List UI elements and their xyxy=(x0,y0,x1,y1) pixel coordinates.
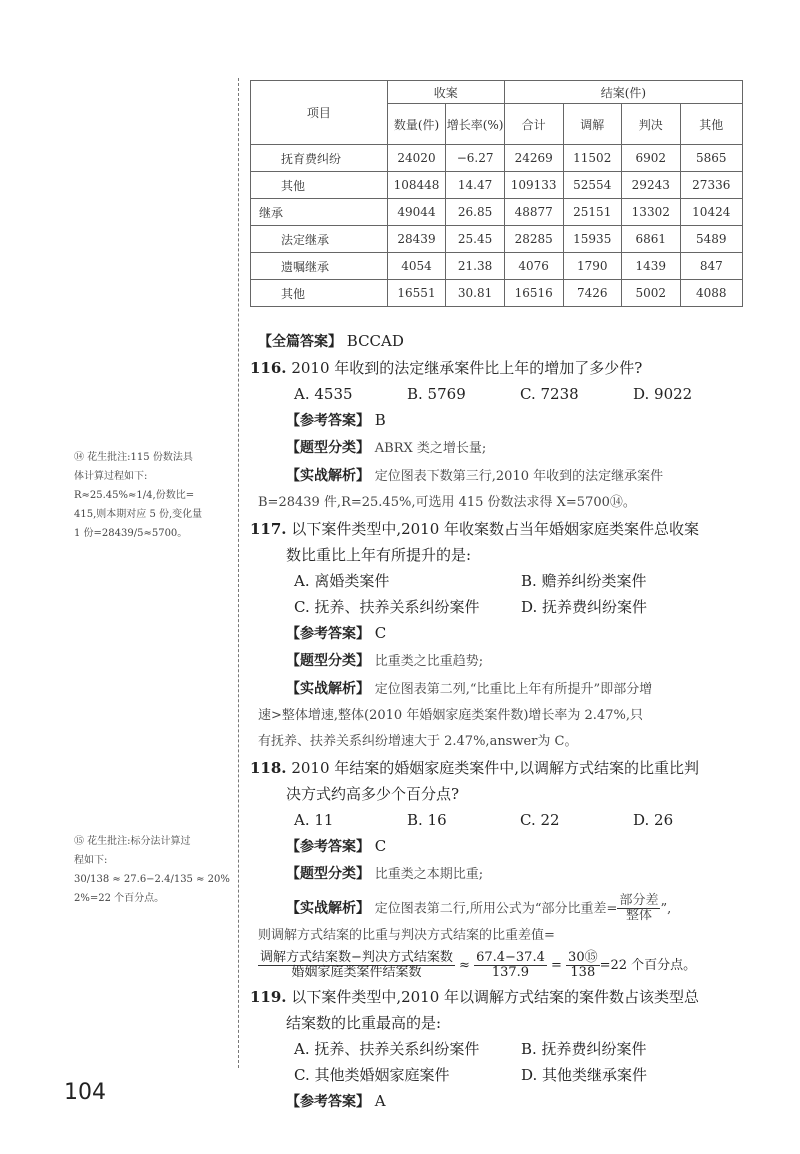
table-cell: 52554 xyxy=(563,172,622,199)
q119-ans: A xyxy=(374,1092,386,1110)
q117-opt-d: D. 抚养费纠纷案件 xyxy=(521,598,648,616)
col-other: 其他 xyxy=(680,104,742,145)
row-label: 法定继承 xyxy=(251,226,388,253)
table-cell: 48877 xyxy=(504,199,563,226)
q116-type-tag: 【题型分类】 xyxy=(286,440,370,456)
q116-num: 116. xyxy=(250,359,287,377)
formula3-numerator: 30⑮ xyxy=(568,950,598,965)
table-cell: 4054 xyxy=(387,253,446,280)
table-row xyxy=(251,280,743,307)
main-text: 【全篇答案】 BCCAD 116. 2010 年收到的法定继承案件比上年的增加了多少件? A. 4535 B. 5769 C. 7238 D. 9022 【参考答案】 B 【题型分类】 ABRX 类之增长量; 【实战解析】 定位图表下数第三行,2010 年收到的法定继承案件 B=28439 件,R=25.45%,可选用 415 份数法求得 X=5700⑭。 117. 以下案件类型中,2010 年收案数占当年婚姻家庭类案件总收案 数比重比上年有所提升的是: A. 离婚类案件 B. 赡养纠纷类案件 C. 抚养、扶养关系纠纷案件 D. 抚养费纠纷案件 【参考答案】 C 【题型分类】 比重类之比重趋势; 【实战解析】 定位图表第二列,“比重比上年有所提升”即部分增 速>整体增速,整体(2010 年婚姻家庭类案件数)增长率为 2.47%,只 有抚养、扶养关系纠纷增速大于 2.47%,answer为 C。 118. 2010 年结案的婚姻家庭类案件中,以调解方式结案的比重比判 决方式约高多少个百分点? A. 11 B. 16 C. 22 D. 26 【参考答案】 C 【题型分类】 比重类之本期比重; 【实战解析】 定位图表第二行,所用公式为“部分比重差= $\frac{\text{部分差}}{\text{整体}}$ ”, 则调解方式结案的比重与判决方式结案的比重差值= $\frac{\text{调解方式结案数−判决方式结案数}}{\text{婚姻家庭类案件结案数}}$ ≈ $\frac{67.4-37.4}{137.9}$ = $\frac{\text{30⑮}}{138}$ =22 个百分点。 119. 以下案件类型中,2010 年以调解方式结案的案件数占该类型总 结案数的比重最高的是: A. 抚养、扶养关系纠纷案件 B. 抚养费纠纷案件 C. 其他类婚姻家庭案件 D. 其他类继承案件 【参考答案】 A xyxy=(258,328,748,1115)
q118-frac-partdiff xyxy=(617,894,660,923)
q117-num: 117. xyxy=(250,520,287,538)
q116-opt-d: D. 9022 xyxy=(633,385,693,403)
table-cell: 15935 xyxy=(563,226,622,253)
case-table xyxy=(250,80,743,307)
side-note-15 xyxy=(74,832,234,908)
table-cell: 21.38 xyxy=(446,253,504,280)
col-total: 合计 xyxy=(504,104,563,145)
q117-sol-tag: 【实战解析】 xyxy=(286,681,370,697)
table-cell: 24020 xyxy=(387,145,446,172)
q117-type: 比重类之比重趋势; xyxy=(374,654,484,669)
row-label: 遗嘱继承 xyxy=(251,253,388,280)
table-cell: 25151 xyxy=(563,199,622,226)
q118-sol2: 则调解方式结案的比重与判决方式结案的比重差值= xyxy=(258,928,555,943)
q118-formula-frac2 xyxy=(474,951,547,980)
q118-ans: C xyxy=(374,837,387,855)
q118-opt-c: C. 22 xyxy=(520,811,560,829)
row-label: 其他 xyxy=(251,280,388,307)
table-cell: 847 xyxy=(680,253,742,280)
col-judgment: 判决 xyxy=(622,104,681,145)
note15-line3: 30/138 ≈ 27.6−2.4/135 ≈ 20% xyxy=(74,874,230,885)
table-cell: 16516 xyxy=(504,280,563,307)
table-row xyxy=(251,145,743,172)
formula2-denominator: 137.9 xyxy=(491,965,530,980)
table-cell: 10424 xyxy=(680,199,742,226)
q119-text2: 结案数的比重最高的是: xyxy=(286,1014,442,1032)
q119-opt-a: A. 抚养、扶养关系纠纷案件 xyxy=(294,1040,480,1058)
q119-opt-d: D. 其他类继承案件 xyxy=(521,1066,648,1084)
full-answer: BCCAD xyxy=(346,332,404,350)
q116-options xyxy=(258,381,748,407)
table-cell: 28439 xyxy=(387,226,446,253)
col-closed: 结案(件) xyxy=(504,81,742,104)
note15-line2: 程如下: xyxy=(74,855,108,866)
formula2-numerator: 67.4−37.4 xyxy=(476,950,545,965)
q117-opt-a: A. 离婚类案件 xyxy=(294,572,390,590)
frac-numerator: 部分差 xyxy=(619,893,659,908)
col-count: 数量(件) xyxy=(387,104,446,145)
formula-numerator: 调解方式结案数−判决方式结案数 xyxy=(260,950,453,965)
row-label: 继承 xyxy=(251,199,388,226)
table-row xyxy=(251,253,743,280)
q116-sol-tag: 【实战解析】 xyxy=(286,468,370,484)
q119-text1: 以下案件类型中,2010 年以调解方式结案的案件数占该类型总 xyxy=(291,988,700,1006)
q117-type-tag: 【题型分类】 xyxy=(286,653,370,669)
note14-line4: 415,则本期对应 5 份,变化量 xyxy=(74,509,203,520)
q119-opt-b: B. 抚养费纠纷案件 xyxy=(521,1040,647,1058)
table-cell: 5489 xyxy=(680,226,742,253)
q118-sol1: 定位图表第二行,所用公式为“部分比重差= xyxy=(374,901,618,917)
q119-ans-tag: 【参考答案】 xyxy=(286,1094,370,1110)
q119-opt-c: C. 其他类婚姻家庭案件 xyxy=(294,1066,450,1084)
q119-num: 119. xyxy=(250,988,287,1006)
table-cell: 6861 xyxy=(622,226,681,253)
table-cell: 29243 xyxy=(622,172,681,199)
q118-options xyxy=(258,807,748,833)
q116-text: 2010 年收到的法定继承案件比上年的增加了多少件? xyxy=(291,359,643,377)
formula-denominator: 婚姻家庭类案件结案数 xyxy=(291,965,422,980)
frac-denominator: 整体 xyxy=(625,908,652,923)
table-cell: 25.45 xyxy=(446,226,504,253)
q116-opt-b: B. 5769 xyxy=(407,385,466,403)
q117-opt-c: C. 抚养、扶养关系纠纷案件 xyxy=(294,598,480,616)
q117-ans-tag: 【参考答案】 xyxy=(286,626,370,642)
q117-options-cd xyxy=(258,594,748,620)
margin-divider xyxy=(238,78,239,1068)
table-cell: 6902 xyxy=(622,145,681,172)
q117-sol2: 速>整体增速,整体(2010 年婚姻家庭类案件数)增长率为 2.47%,只 xyxy=(258,708,643,723)
table-cell: 16551 xyxy=(387,280,446,307)
table-cell: 11502 xyxy=(563,145,622,172)
q117-ans: C xyxy=(374,624,387,642)
q119-options-ab xyxy=(258,1036,748,1062)
q117-sol3: 有抚养、扶养关系纠纷增速大于 2.47%,answer为 C。 xyxy=(258,734,578,749)
table-row xyxy=(251,226,743,253)
q117-options-ab xyxy=(258,568,748,594)
table-cell: 28285 xyxy=(504,226,563,253)
q116-sol2: B=28439 件,R=25.45%,可选用 415 份数法求得 X=5700⑭。 xyxy=(258,495,636,510)
col-received: 收案 xyxy=(387,81,504,104)
q116-ans-tag: 【参考答案】 xyxy=(286,413,370,429)
q118-formula-end: =22 个百分点。 xyxy=(599,958,697,973)
col-item: 项目 xyxy=(251,81,388,145)
table-cell: 5865 xyxy=(680,145,742,172)
q116-sol1: 定位图表下数第三行,2010 年收到的法定继承案件 xyxy=(374,469,664,484)
q118-type-tag: 【题型分类】 xyxy=(286,866,370,882)
q117-sol1: 定位图表第二列,“比重比上年有所提升”即部分增 xyxy=(374,682,653,697)
q118-formula-frac3 xyxy=(566,951,600,980)
q117-text1: 以下案件类型中,2010 年收案数占当年婚姻家庭类案件总收案 xyxy=(291,520,700,538)
q118-ans-tag: 【参考答案】 xyxy=(286,839,370,855)
q116-opt-c: C. 7238 xyxy=(520,385,579,403)
q117-opt-b: B. 赡养纠纷类案件 xyxy=(521,572,647,590)
table-cell: 14.47 xyxy=(446,172,504,199)
note14-line2: 体计算过程如下: xyxy=(74,471,148,482)
full-answer-tag: 【全篇答案】 xyxy=(258,334,342,350)
table-cell: 1790 xyxy=(563,253,622,280)
formula3-denominator: 138 xyxy=(570,965,596,980)
side-note-14 xyxy=(74,448,234,543)
note15-line4: 2%=22 个百分点。 xyxy=(74,893,165,904)
table-cell: 24269 xyxy=(504,145,563,172)
q116-ans: B xyxy=(374,411,386,429)
table-cell: 108448 xyxy=(387,172,446,199)
q118-opt-a: A. 11 xyxy=(294,811,334,829)
table-cell: 5002 xyxy=(622,280,681,307)
q116-opt-a: A. 4535 xyxy=(294,385,353,403)
table-cell: 26.85 xyxy=(446,199,504,226)
page-number: 104 xyxy=(64,1080,106,1105)
q118-formula-frac1 xyxy=(258,951,455,980)
note14-line5: 1 份=28439/5≈5700。 xyxy=(74,528,188,539)
table-row xyxy=(251,199,743,226)
table-cell: 13302 xyxy=(622,199,681,226)
table-cell: 7426 xyxy=(563,280,622,307)
q118-num: 118. xyxy=(250,759,287,777)
q119-options-cd xyxy=(258,1062,748,1088)
note14-line3: R≈25.45%≈1/4,份数比= xyxy=(74,490,195,501)
q118-text1: 2010 年结案的婚姻家庭类案件中,以调解方式结案的比重比判 xyxy=(291,759,700,777)
note14-line1: ⑭ 花生批注:115 份数法具 xyxy=(74,452,193,463)
table-cell: 49044 xyxy=(387,199,446,226)
col-growth: 增长率(%) xyxy=(446,104,504,145)
table-cell: 30.81 xyxy=(446,280,504,307)
q118-opt-d: D. 26 xyxy=(633,811,674,829)
q118-text2: 决方式约高多少个百分点? xyxy=(286,785,460,803)
table-cell: 1439 xyxy=(622,253,681,280)
q118-type: 比重类之本期比重; xyxy=(374,867,484,882)
q118-opt-b: B. 16 xyxy=(407,811,447,829)
table-cell: 109133 xyxy=(504,172,563,199)
note15-line1: ⑮ 花生批注:标分法计算过 xyxy=(74,836,191,847)
q116-type: ABRX 类之增长量; xyxy=(374,441,487,456)
q118-sol1-end: ”, xyxy=(660,901,672,917)
table-cell: 27336 xyxy=(680,172,742,199)
q118-sol-tag: 【实战解析】 xyxy=(286,900,370,917)
row-label: 抚育费纠纷 xyxy=(251,145,388,172)
q117-text2: 数比重比上年有所提升的是: xyxy=(286,546,472,564)
table-cell: 4076 xyxy=(504,253,563,280)
row-label: 其他 xyxy=(251,172,388,199)
col-mediation: 调解 xyxy=(563,104,622,145)
table-cell: −6.27 xyxy=(446,145,504,172)
table-cell: 4088 xyxy=(680,280,742,307)
table-row xyxy=(251,172,743,199)
